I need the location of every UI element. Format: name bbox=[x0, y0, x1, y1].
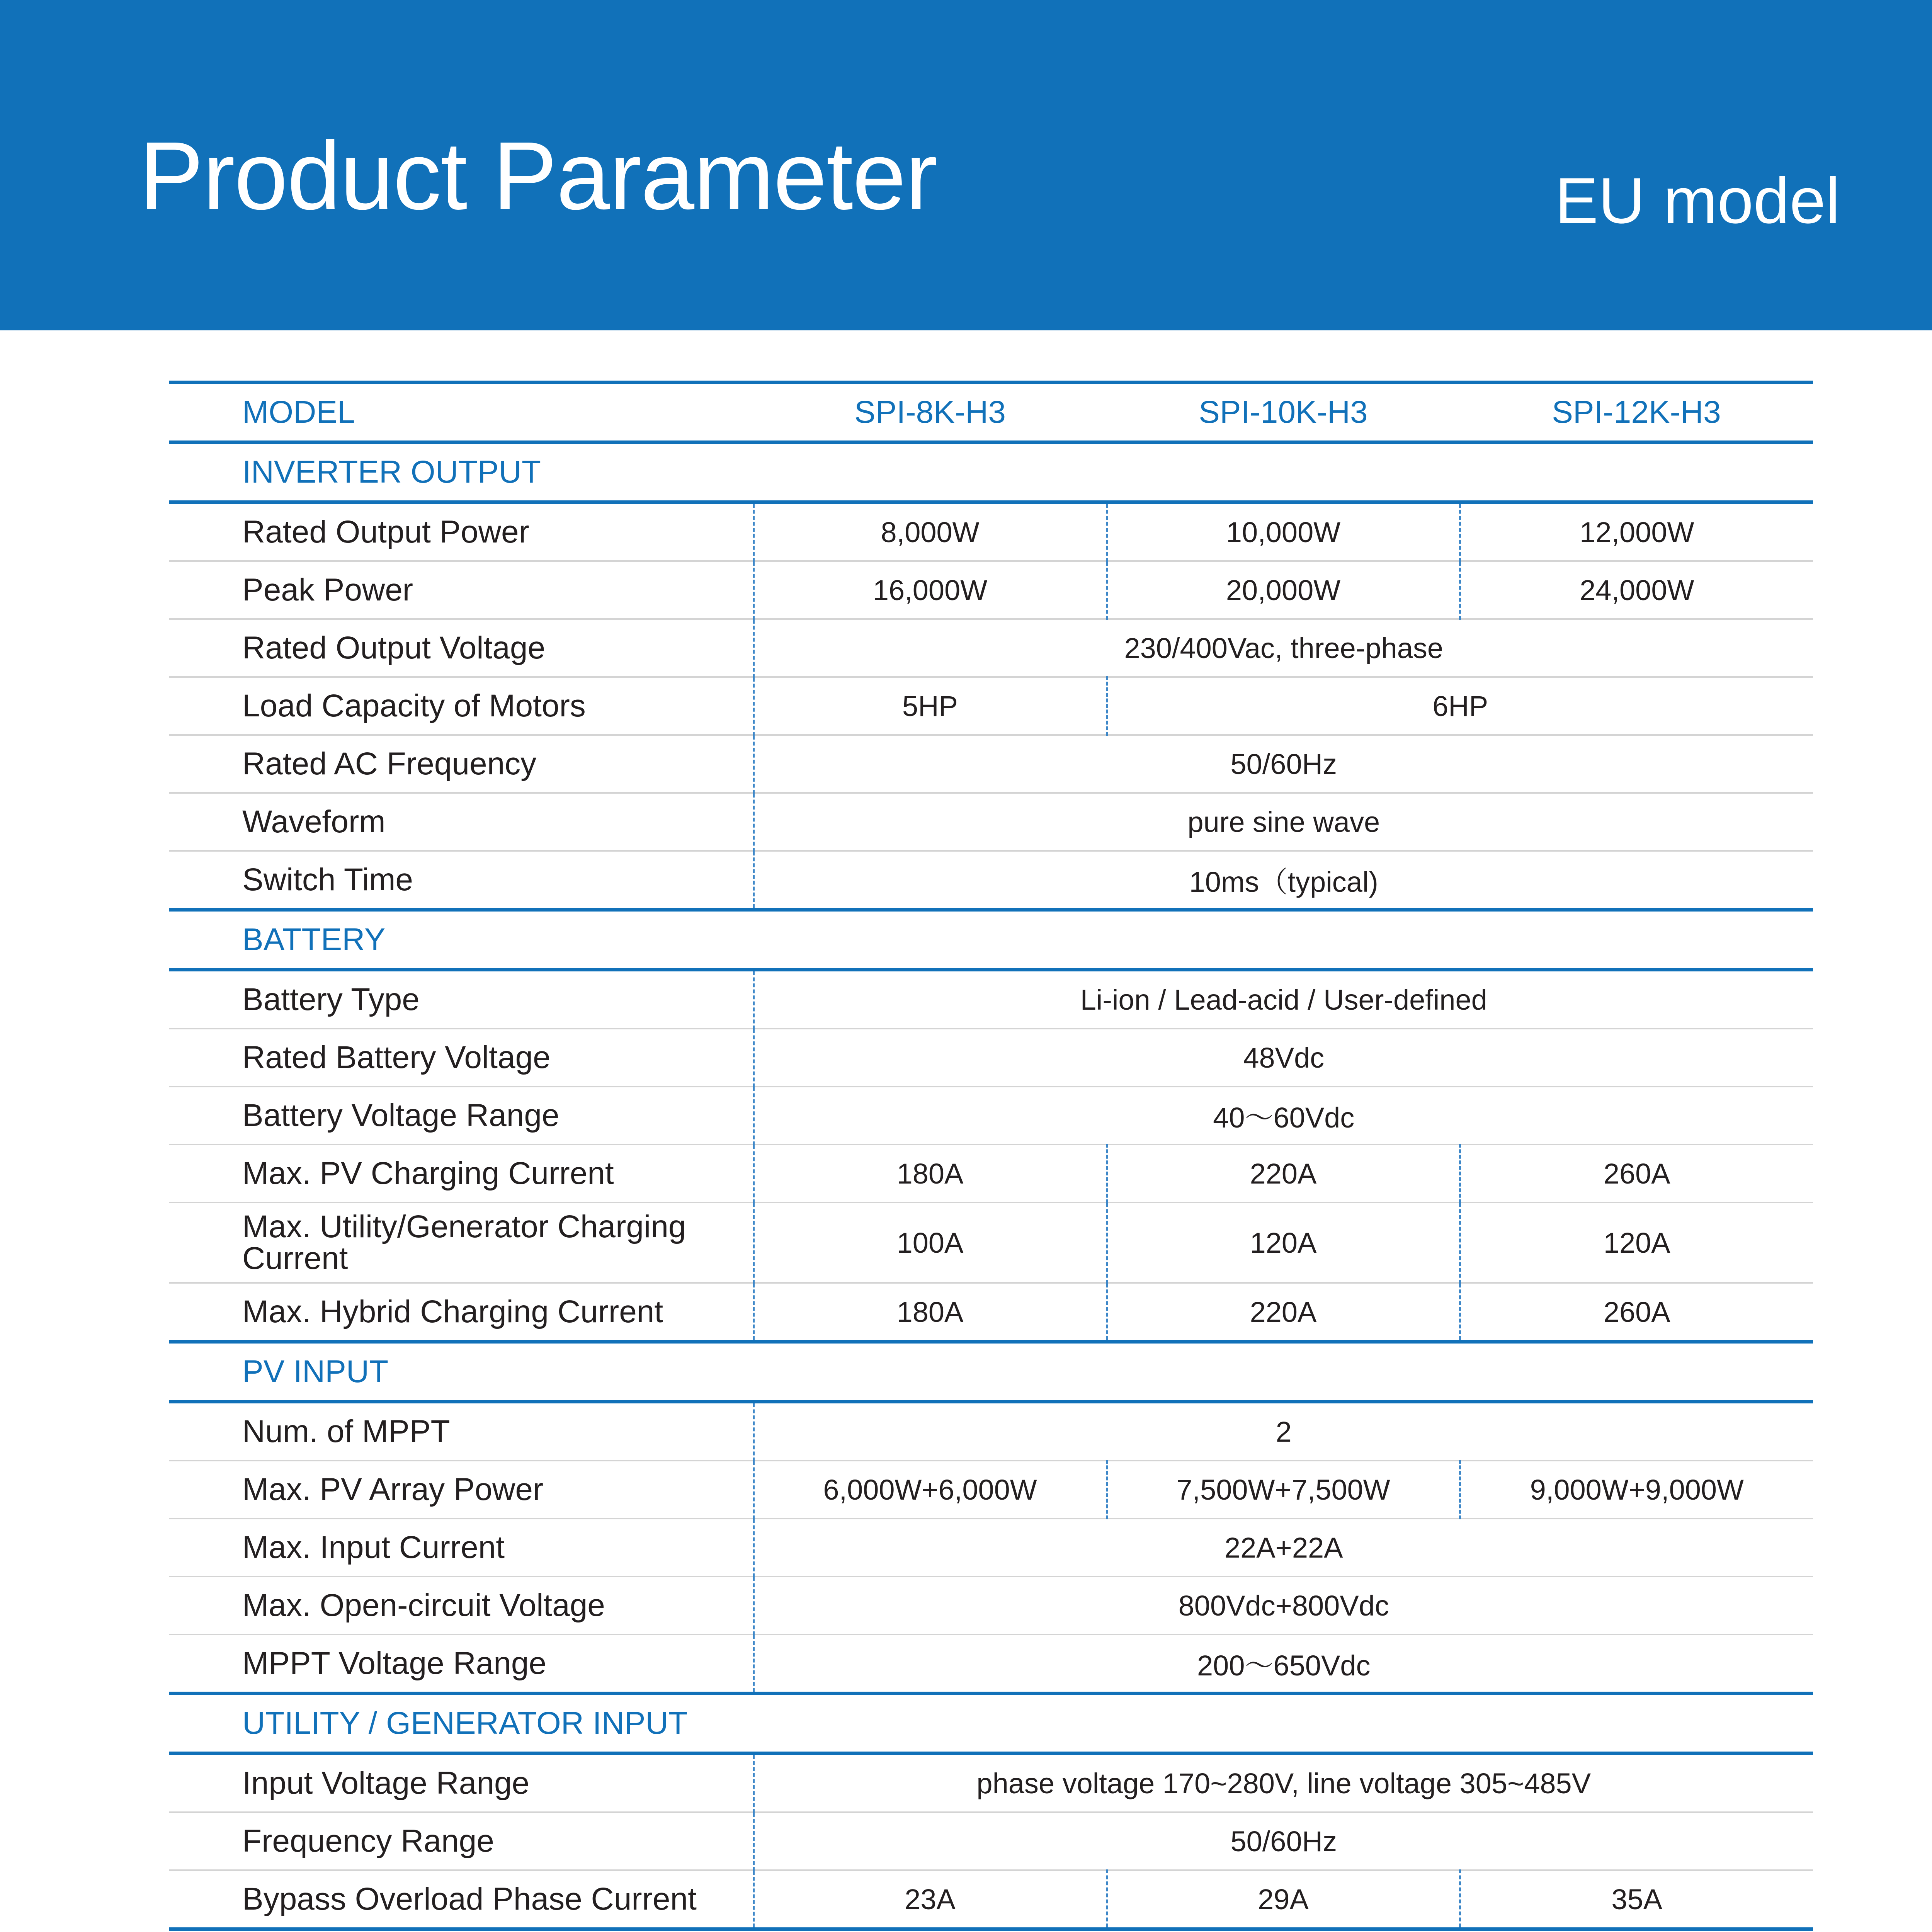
row-label: Waveform bbox=[169, 793, 753, 851]
row-value: 16,000W bbox=[753, 561, 1107, 619]
row-value: pure sine wave bbox=[753, 793, 1813, 851]
row-label: Max. Input Current bbox=[169, 1519, 753, 1577]
row-label: Bypass Overload Phase Current bbox=[169, 1870, 753, 1929]
row-label: Switch Time bbox=[169, 851, 753, 910]
row-label: Max. PV Charging Current bbox=[169, 1145, 753, 1202]
row-label: Max. Open-circuit Voltage bbox=[169, 1577, 753, 1634]
model-header-row bbox=[169, 383, 1813, 442]
section-header bbox=[169, 1694, 1813, 1753]
row-label: Frequency Range bbox=[169, 1812, 753, 1870]
table-row bbox=[169, 1870, 1813, 1929]
section-header bbox=[169, 1929, 1813, 1932]
table-row bbox=[169, 1145, 1813, 1202]
row-value: Li-ion / Lead-acid / User-defined bbox=[753, 970, 1813, 1029]
table-row bbox=[169, 1202, 1813, 1283]
row-label: Load Capacity of Motors bbox=[169, 677, 753, 735]
table-row bbox=[169, 1283, 1813, 1342]
section-title: BATTERY bbox=[169, 910, 1813, 970]
section-header bbox=[169, 910, 1813, 970]
row-value: 220A bbox=[1107, 1145, 1460, 1202]
row-value: 180A bbox=[753, 1283, 1107, 1342]
row-value: 180A bbox=[753, 1145, 1107, 1202]
row-label: MPPT Voltage Range bbox=[169, 1634, 753, 1694]
table-row bbox=[169, 619, 1813, 677]
table-row bbox=[169, 1812, 1813, 1870]
row-value: 6HP bbox=[1107, 677, 1813, 735]
header-banner bbox=[0, 0, 1932, 330]
row-label: Rated Output Voltage bbox=[169, 619, 753, 677]
row-value: 29A bbox=[1107, 1870, 1460, 1929]
row-value: 24,000W bbox=[1460, 561, 1813, 619]
row-label: Input Voltage Range bbox=[169, 1753, 753, 1813]
table-row bbox=[169, 1029, 1813, 1087]
spec-table bbox=[169, 381, 1813, 1932]
table-row bbox=[169, 561, 1813, 619]
table-row bbox=[169, 1519, 1813, 1577]
section-title: UTILITY / GENERATOR INPUT bbox=[169, 1694, 1813, 1753]
row-label bbox=[169, 1202, 753, 1283]
row-label: Battery Voltage Range bbox=[169, 1087, 753, 1145]
row-value: 35A bbox=[1460, 1870, 1813, 1929]
row-label: Rated AC Frequency bbox=[169, 735, 753, 793]
table-row bbox=[169, 1634, 1813, 1694]
row-value: 120A bbox=[1107, 1202, 1460, 1283]
row-value: 260A bbox=[1460, 1145, 1813, 1202]
row-value: 23A bbox=[753, 1870, 1107, 1929]
row-value: 100A bbox=[753, 1202, 1107, 1283]
model-label: MODEL bbox=[169, 383, 753, 442]
row-label-line: Max. Utility/Generator Charging bbox=[242, 1209, 686, 1244]
section-title bbox=[169, 1929, 1813, 1932]
row-label: Peak Power bbox=[169, 561, 753, 619]
row-value: 12,000W bbox=[1460, 502, 1813, 561]
row-value: 8,000W bbox=[753, 502, 1107, 561]
table-row bbox=[169, 970, 1813, 1029]
row-value: 10,000W bbox=[1107, 502, 1460, 561]
table-row bbox=[169, 1753, 1813, 1813]
row-value: 6,000W+6,000W bbox=[753, 1461, 1107, 1519]
table-row bbox=[169, 735, 1813, 793]
row-value: 200～650Vdc bbox=[753, 1634, 1813, 1694]
page-title: Product Parameter bbox=[139, 122, 937, 230]
table-row bbox=[169, 851, 1813, 910]
row-value: phase voltage 170~280V, line voltage 305~485V bbox=[753, 1753, 1813, 1813]
row-value: 50/60Hz bbox=[753, 735, 1813, 793]
section-header bbox=[169, 442, 1813, 502]
model-name: SPI-12K-H3 bbox=[1460, 383, 1813, 442]
table-row bbox=[169, 1577, 1813, 1634]
table-row bbox=[169, 677, 1813, 735]
page-subtitle: EU model bbox=[1555, 164, 1840, 237]
row-label: Max. PV Array Power bbox=[169, 1461, 753, 1519]
row-value: 800Vdc+800Vdc bbox=[753, 1577, 1813, 1634]
section-title: INVERTER OUTPUT bbox=[169, 442, 1813, 502]
row-value: 5HP bbox=[753, 677, 1107, 735]
row-label: Rated Battery Voltage bbox=[169, 1029, 753, 1087]
row-label-line: Current bbox=[242, 1241, 348, 1276]
section-title: PV INPUT bbox=[169, 1342, 1813, 1402]
table-row bbox=[169, 1461, 1813, 1519]
row-value: 50/60Hz bbox=[753, 1812, 1813, 1870]
row-value: 120A bbox=[1460, 1202, 1813, 1283]
row-label: Battery Type bbox=[169, 970, 753, 1029]
row-value: 40～60Vdc bbox=[753, 1087, 1813, 1145]
section-header bbox=[169, 1342, 1813, 1402]
model-name: SPI-10K-H3 bbox=[1107, 383, 1460, 442]
model-name: SPI-8K-H3 bbox=[753, 383, 1107, 442]
row-label: Num. of MPPT bbox=[169, 1402, 753, 1461]
row-value: 7,500W+7,500W bbox=[1107, 1461, 1460, 1519]
row-value: 2 bbox=[753, 1402, 1813, 1461]
table-row bbox=[169, 1402, 1813, 1461]
row-value: 9,000W+9,000W bbox=[1460, 1461, 1813, 1519]
row-value: 220A bbox=[1107, 1283, 1460, 1342]
row-value: 230/400Vac, three-phase bbox=[753, 619, 1813, 677]
row-value: 20,000W bbox=[1107, 561, 1460, 619]
table-row bbox=[169, 793, 1813, 851]
row-value: 48Vdc bbox=[753, 1029, 1813, 1087]
row-label: Max. Hybrid Charging Current bbox=[169, 1283, 753, 1342]
row-label: Rated Output Power bbox=[169, 502, 753, 561]
table-row bbox=[169, 1087, 1813, 1145]
row-value: 22A+22A bbox=[753, 1519, 1813, 1577]
table-row bbox=[169, 502, 1813, 561]
row-value: 260A bbox=[1460, 1283, 1813, 1342]
row-value: 10ms（typical) bbox=[753, 851, 1813, 910]
